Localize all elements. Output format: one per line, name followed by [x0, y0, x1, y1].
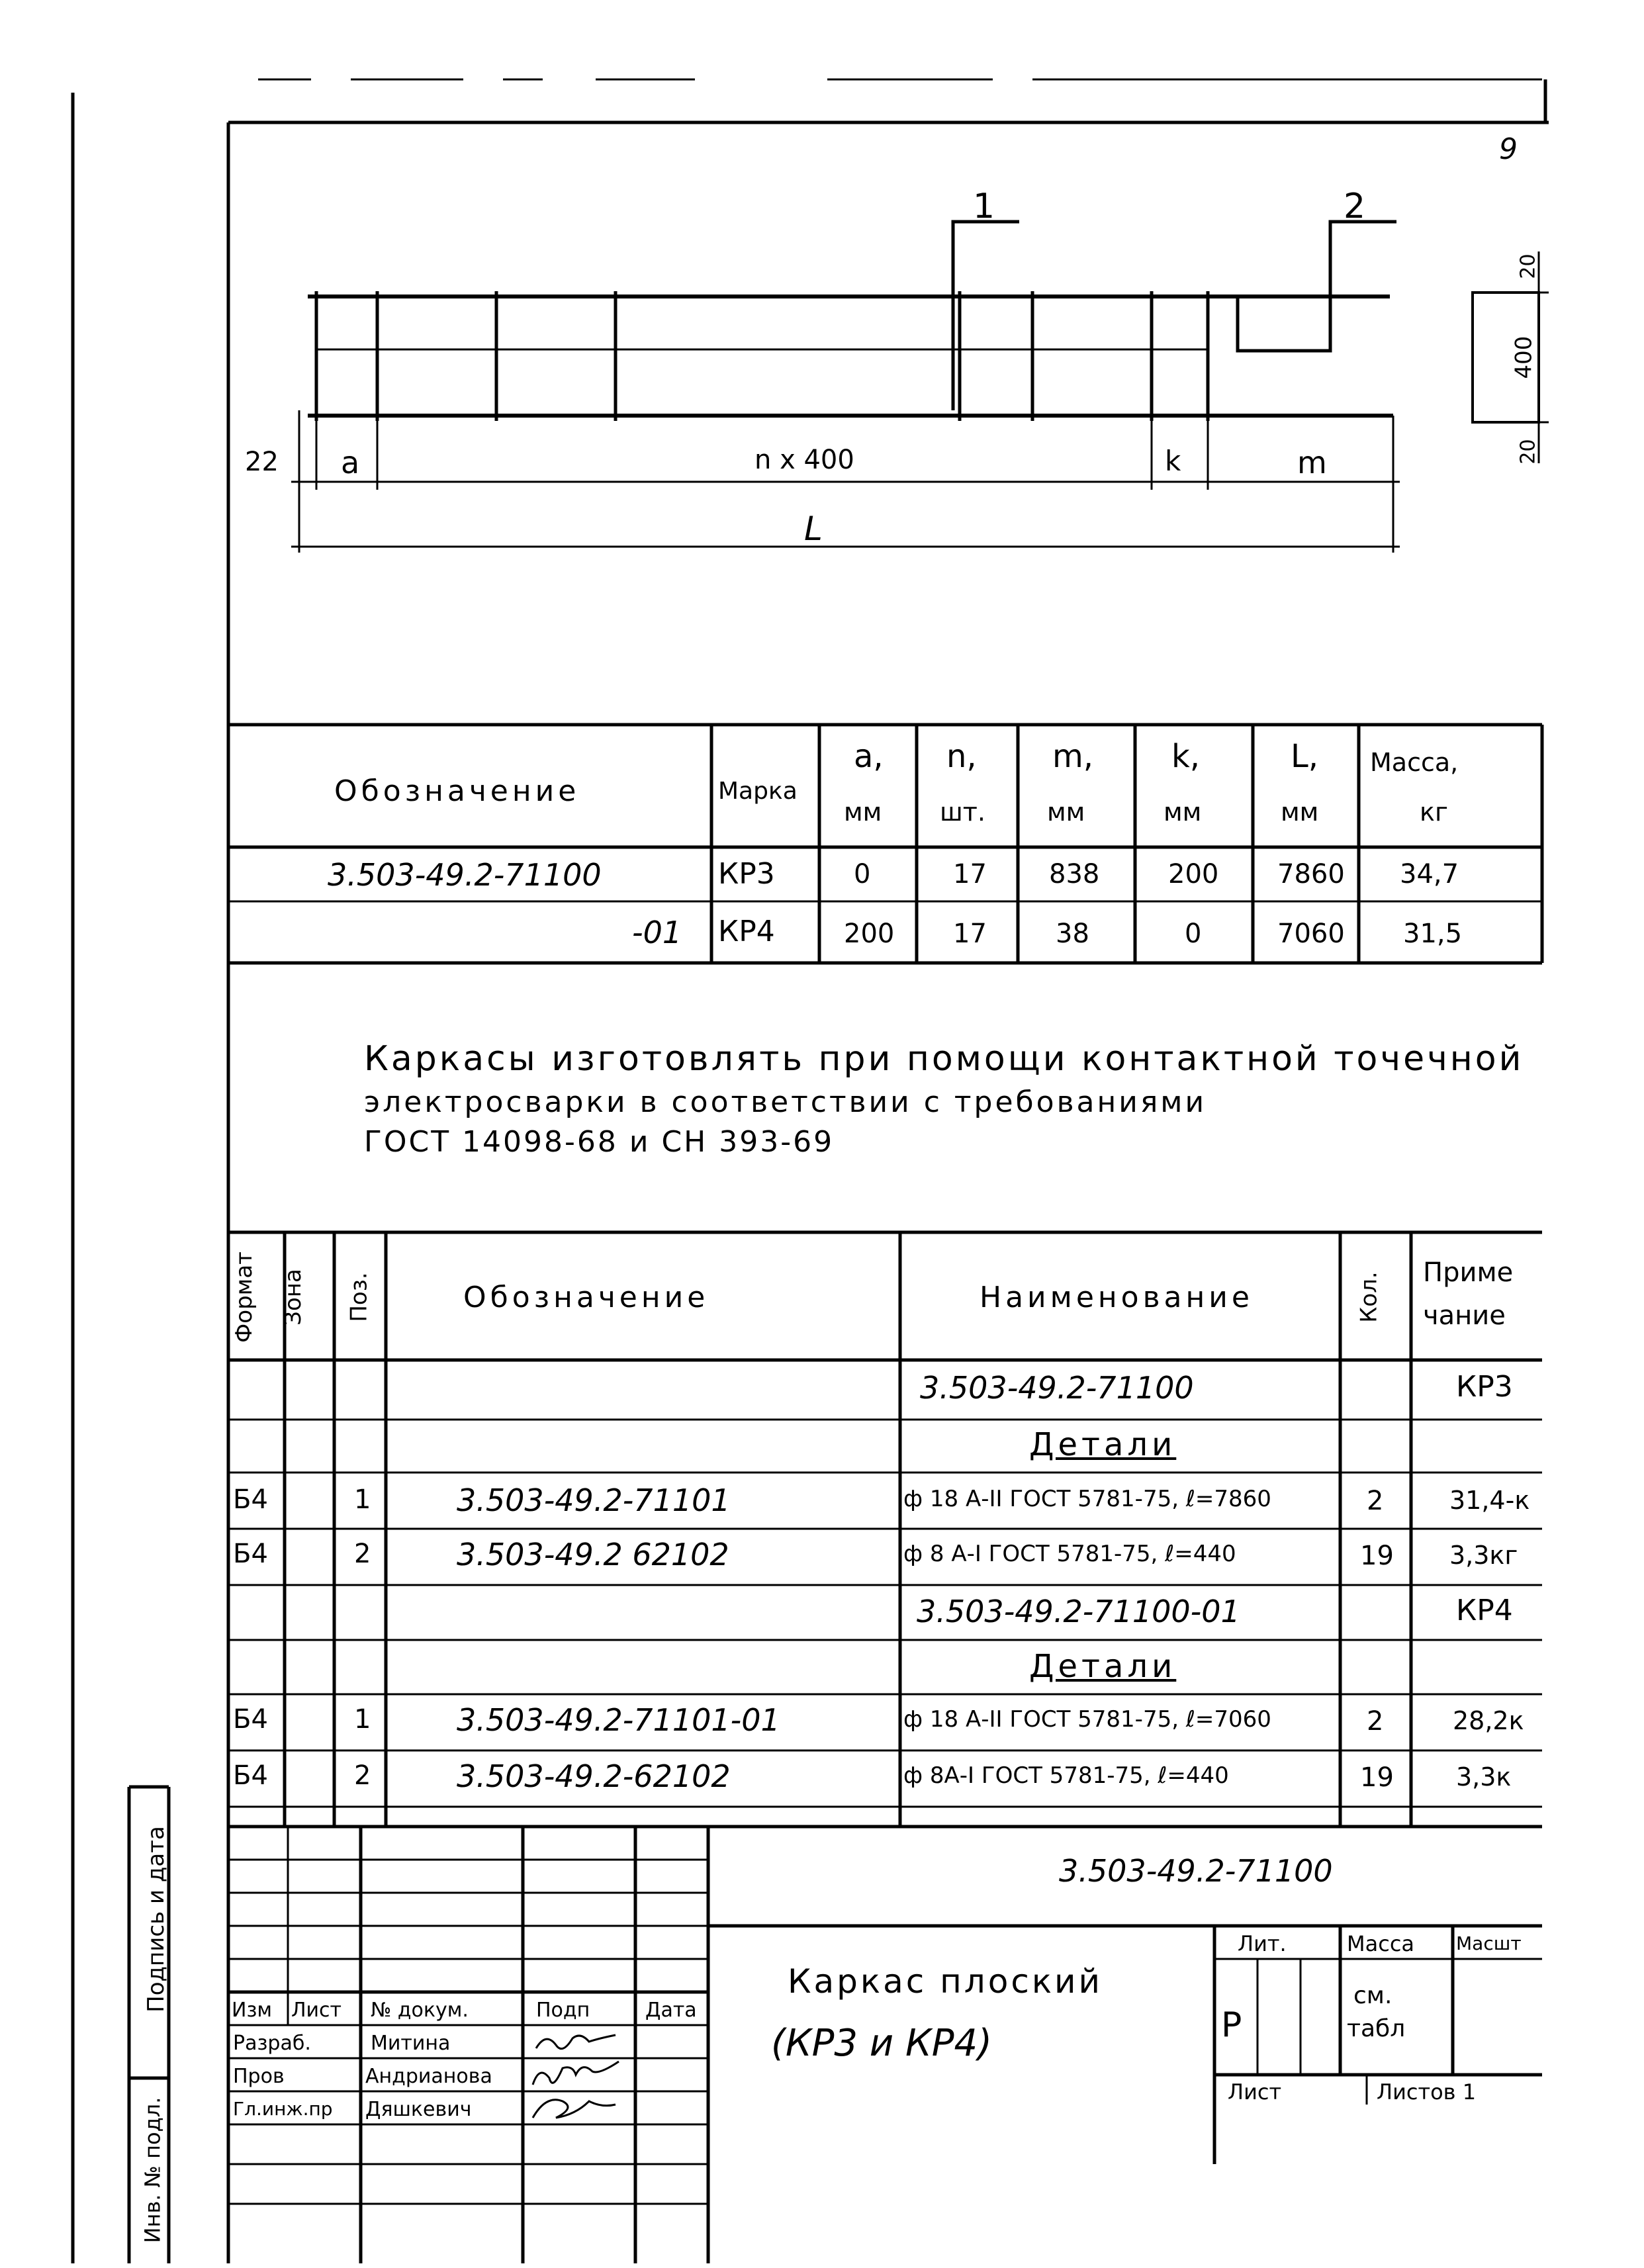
params-row2-mass: 31,5	[1403, 919, 1463, 949]
tb-scale-label: Масшт	[1456, 1932, 1522, 1954]
title-line-1: Каркас плоский	[788, 1962, 1103, 2001]
tb-mass-label: Масса	[1347, 1931, 1415, 1956]
params-row1-n: 17	[953, 859, 987, 889]
params-row1-k: 200	[1168, 859, 1219, 889]
tb-col-sign: Подп	[536, 1999, 590, 2022]
spec-row8-pos: 2	[354, 1760, 371, 1791]
params-header-m: m,	[1052, 738, 1094, 775]
spec-row3-format: Б4	[233, 1484, 268, 1515]
params-row1-designation: 3.503-49.2-71100	[328, 857, 602, 893]
spec-row7-format: Б4	[233, 1704, 268, 1735]
tb-role-1: Разраб.	[233, 2032, 311, 2055]
params-row2-k: 0	[1185, 919, 1202, 949]
params-header-k: k,	[1171, 738, 1201, 775]
dim-L-label: L	[804, 510, 823, 548]
spec-row3-designation: 3.503-49.2-71101	[457, 1482, 731, 1518]
spec-row4-qty: 19	[1360, 1541, 1394, 1571]
spec-header-qty: Кол.	[1355, 1271, 1383, 1323]
spec-row4-name: ф 8 А-I ГОСТ 5781-75, ℓ=440	[903, 1541, 1236, 1567]
tb-sheet-label: Лист	[1228, 2079, 1282, 2105]
params-row2-n: 17	[953, 919, 987, 949]
tb-name-2: Андрианова	[365, 2065, 492, 2088]
note-line-2: электросварки в соответствии с требованиями	[364, 1085, 1207, 1119]
spec-row2-section: Детали	[1029, 1426, 1177, 1463]
spec-row8-note: 3,3к	[1456, 1762, 1512, 1792]
spec-row7-pos: 1	[354, 1704, 371, 1735]
tb-lit-value: Р	[1221, 2005, 1242, 2045]
title-doc-code: 3.503-49.2-71100	[1059, 1853, 1333, 1889]
params-row1-mass: 34,7	[1400, 859, 1459, 889]
spec-header-note-1: Приме	[1423, 1257, 1514, 1288]
side-dim-bot: 20	[1516, 439, 1540, 465]
params-header-k-unit: мм	[1164, 797, 1202, 827]
dim-k-label: k	[1165, 445, 1181, 477]
callout-1: 1	[973, 187, 995, 226]
spec-row8-name: ф 8А-I ГОСТ 5781-75, ℓ=440	[903, 1762, 1229, 1789]
tb-role-2: Пров	[233, 2065, 285, 2088]
spec-header-note-2: чание	[1423, 1300, 1506, 1331]
tb-mass-value-1: см.	[1353, 1982, 1393, 2009]
dim-22-label: 22	[245, 447, 279, 477]
spec-header-zone: Зона	[279, 1269, 306, 1326]
side-dim-mid: 400	[1510, 336, 1537, 379]
tb-mass-value-2: табл	[1347, 2015, 1406, 2042]
title-line-2: (КР3 и КР4)	[771, 2022, 993, 2065]
spec-row8-designation: 3.503-49.2-62102	[457, 1758, 731, 1794]
dim-m-label: m	[1297, 445, 1327, 480]
spec-row4-format: Б4	[233, 1539, 268, 1569]
spec-row1-note: КР3	[1456, 1370, 1513, 1404]
params-row2-L: 7060	[1277, 919, 1345, 949]
spec-row8-qty: 19	[1360, 1762, 1394, 1793]
tb-name-3: Дяшкевич	[365, 2098, 472, 2121]
spec-row7-name: ф 18 А-II ГОСТ 5781-75, ℓ=7060	[903, 1706, 1271, 1733]
tb-col-izm: Изм	[232, 1999, 273, 2022]
params-header-n: n,	[946, 738, 977, 775]
params-header-n-unit: шт.	[940, 797, 985, 827]
params-row2-mark: КР4	[718, 915, 775, 948]
spec-header-format: Формат	[230, 1251, 257, 1343]
params-row1-a: 0	[854, 859, 871, 889]
leader-2	[1238, 222, 1396, 351]
dim-a-label: a	[341, 445, 360, 480]
spec-row3-pos: 1	[354, 1484, 371, 1515]
params-header-mass: Масса,	[1370, 748, 1459, 777]
dim-n-label: n x 400	[754, 445, 854, 475]
spec-header-pos: Поз.	[345, 1272, 373, 1322]
tb-name-1: Митина	[371, 2032, 451, 2055]
side-dim-top: 20	[1516, 253, 1540, 279]
params-row2-a: 200	[844, 919, 895, 949]
note-line-1: Каркасы изготовлять при помощи контактной точечной	[364, 1039, 1524, 1079]
spec-row4-pos: 2	[354, 1539, 371, 1569]
spec-header-designation: Обозначение	[463, 1281, 709, 1314]
spec-row4-designation: 3.503-49.2 62102	[457, 1537, 729, 1572]
spec-row6-section: Детали	[1029, 1648, 1177, 1685]
sheet-corner-mark: 9	[1499, 132, 1518, 166]
params-header-mark: Марка	[718, 778, 798, 805]
params-header-a-unit: мм	[844, 797, 882, 827]
params-header-a: a,	[854, 738, 884, 775]
spec-row5-name: 3.503-49.2-71100-01	[917, 1594, 1240, 1629]
spec-row3-name: ф 18 А-II ГОСТ 5781-75, ℓ=7860	[903, 1486, 1271, 1512]
params-header-designation: Обозначение	[334, 774, 580, 808]
spec-row7-qty: 2	[1367, 1706, 1384, 1737]
params-header-L-unit: мм	[1281, 797, 1319, 827]
side-stamp-inv: Инв. № подл.	[140, 2097, 165, 2244]
spec-row8-format: Б4	[233, 1760, 268, 1791]
tb-col-list: Лист	[291, 1999, 342, 2022]
spec-header-name: Наименование	[980, 1281, 1254, 1314]
params-header-m-unit: мм	[1047, 797, 1085, 827]
callout-2: 2	[1344, 187, 1366, 226]
params-row1-m: 838	[1049, 859, 1100, 889]
tb-sheets-label: Листов 1	[1377, 2079, 1477, 2105]
params-row1-mark: КР3	[718, 857, 775, 891]
leader-1	[953, 222, 1019, 410]
tb-col-doc: № докум.	[371, 1999, 469, 2022]
side-stamp-sign-date: Подпись и дата	[142, 1826, 169, 2013]
spec-row3-note: 31,4-к	[1449, 1486, 1530, 1515]
spec-row3-qty: 2	[1367, 1486, 1384, 1516]
params-row2-designation: -01	[632, 915, 682, 950]
params-header-L: L,	[1291, 738, 1318, 775]
spec-row4-note: 3,3кг	[1449, 1541, 1518, 1570]
params-row2-m: 38	[1056, 919, 1089, 949]
spec-row7-note: 28,2к	[1453, 1706, 1524, 1735]
tb-role-3: Гл.инж.пр	[233, 2098, 333, 2120]
params-header-mass-unit: кг	[1420, 797, 1448, 827]
params-row1-L: 7860	[1277, 859, 1345, 889]
spec-row1-name: 3.503-49.2-71100	[920, 1370, 1194, 1406]
tb-lit-label: Лит.	[1238, 1931, 1287, 1956]
note-line-3: ГОСТ 14098-68 и СН 393-69	[364, 1125, 835, 1159]
spec-row7-designation: 3.503-49.2-71101-01	[457, 1702, 780, 1738]
tb-col-date: Дата	[645, 1999, 697, 2022]
spec-row5-note: КР4	[1456, 1594, 1513, 1627]
